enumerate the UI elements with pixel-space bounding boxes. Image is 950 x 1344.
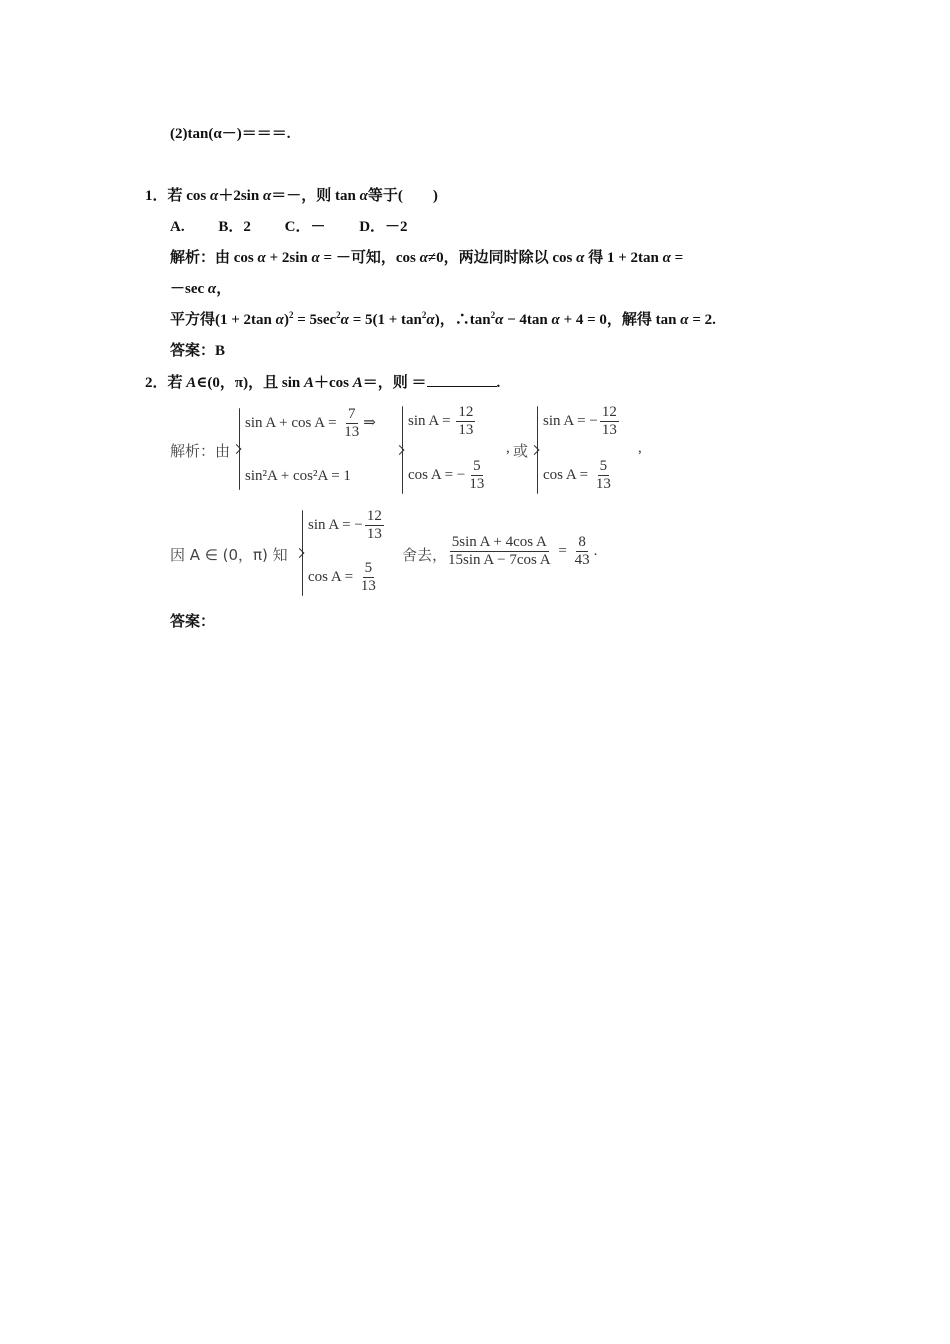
answer-label: 答案： xyxy=(170,343,216,359)
question-1-options xyxy=(170,217,408,237)
rejected-sin: sin A = − $\frac{12}{13}$ xyxy=(308,508,382,542)
tan-identity-line: (2)tan(α－)＝＝＝. xyxy=(170,126,291,142)
or-word: 或 xyxy=(513,442,529,460)
solution-label: 解析：由 xyxy=(170,442,231,460)
answer-value: B xyxy=(215,343,226,359)
answer-label: 答案： xyxy=(170,614,216,630)
ratio-expression: $\frac{\text{5sin A + 4cos A}}{\text{15sin A − 7cos A}}$ = $\frac{8}{43}$ . xyxy=(448,534,598,568)
solution-label: 解析： xyxy=(170,250,216,266)
question-2-solution-conclusion xyxy=(170,506,640,602)
case1-cos: cos A = − $\frac{5}{13}$ xyxy=(408,458,485,492)
option-d: D．－2 xyxy=(359,219,408,235)
discard-text: 舍去， xyxy=(402,546,448,564)
left-brace xyxy=(239,408,240,490)
left-brace xyxy=(302,510,303,596)
question-1-solution-line3: 平方得(1 + 2tan $\alpha)^2 = 5\sec^2\alpha = 5(1 + \tan^2\alpha)$，$\therefore\tan^2\alpha - 4\tan$ α + 4 = 0，解得 tan α = 2. xyxy=(170,310,716,328)
rejected-cos: cos A = $\frac{5}{13}$ xyxy=(308,560,376,594)
question-1-solution-line2: －sec α， xyxy=(170,281,232,297)
question-number: 1． xyxy=(145,188,168,204)
option-b: B．2 xyxy=(218,219,251,235)
option-a: A. xyxy=(170,219,185,235)
question-1-stem: 1．若 cos α＋2sin α＝－，则 tan α等于( ) xyxy=(145,188,438,204)
system-eq-bottom: sin²A + cos²A = 1 xyxy=(245,468,351,484)
system-eq-top: sin A + cos A = $\frac{7}{13}$ ⇒ xyxy=(245,406,376,440)
case1-sin: sin A = $\frac{12}{13}$ xyxy=(408,404,474,438)
question-2-solution-system: 解析：由 sin A + cos A = $\frac{7}{13}$ ⇒ sin²A + cos²A = 1 sin A = $\frac{12}{13}$ cos A = − $\frac{5}{13}$ , 或 sin A = − $\frac{12}{13}$ cos A = $\frac{5}{13}$ , xyxy=(170,404,642,492)
question-2-stem: 2．若 A∈(0，π)，且 sin A＋cos A＝，则 ＝ . xyxy=(145,372,500,393)
answer-blank xyxy=(427,372,497,387)
case2-sin: sin A = − $\frac{12}{13}$ xyxy=(543,404,617,438)
left-brace xyxy=(537,406,538,494)
question-2-answer xyxy=(170,612,215,632)
question-1-answer xyxy=(170,341,225,361)
option-c: C．－ xyxy=(284,219,326,235)
left-brace xyxy=(402,406,403,494)
because-text: 因 A ∈ (0，π) 知 xyxy=(170,546,288,564)
question-1-solution-line1: 解析：由 cos α + 2sin α = －可知，cos α≠0，两边同时除以 cos α 得 1 + 2tan α = xyxy=(170,250,684,266)
case2-cos: cos A = $\frac{5}{13}$ xyxy=(543,458,611,492)
question-number: 2． xyxy=(145,375,168,391)
